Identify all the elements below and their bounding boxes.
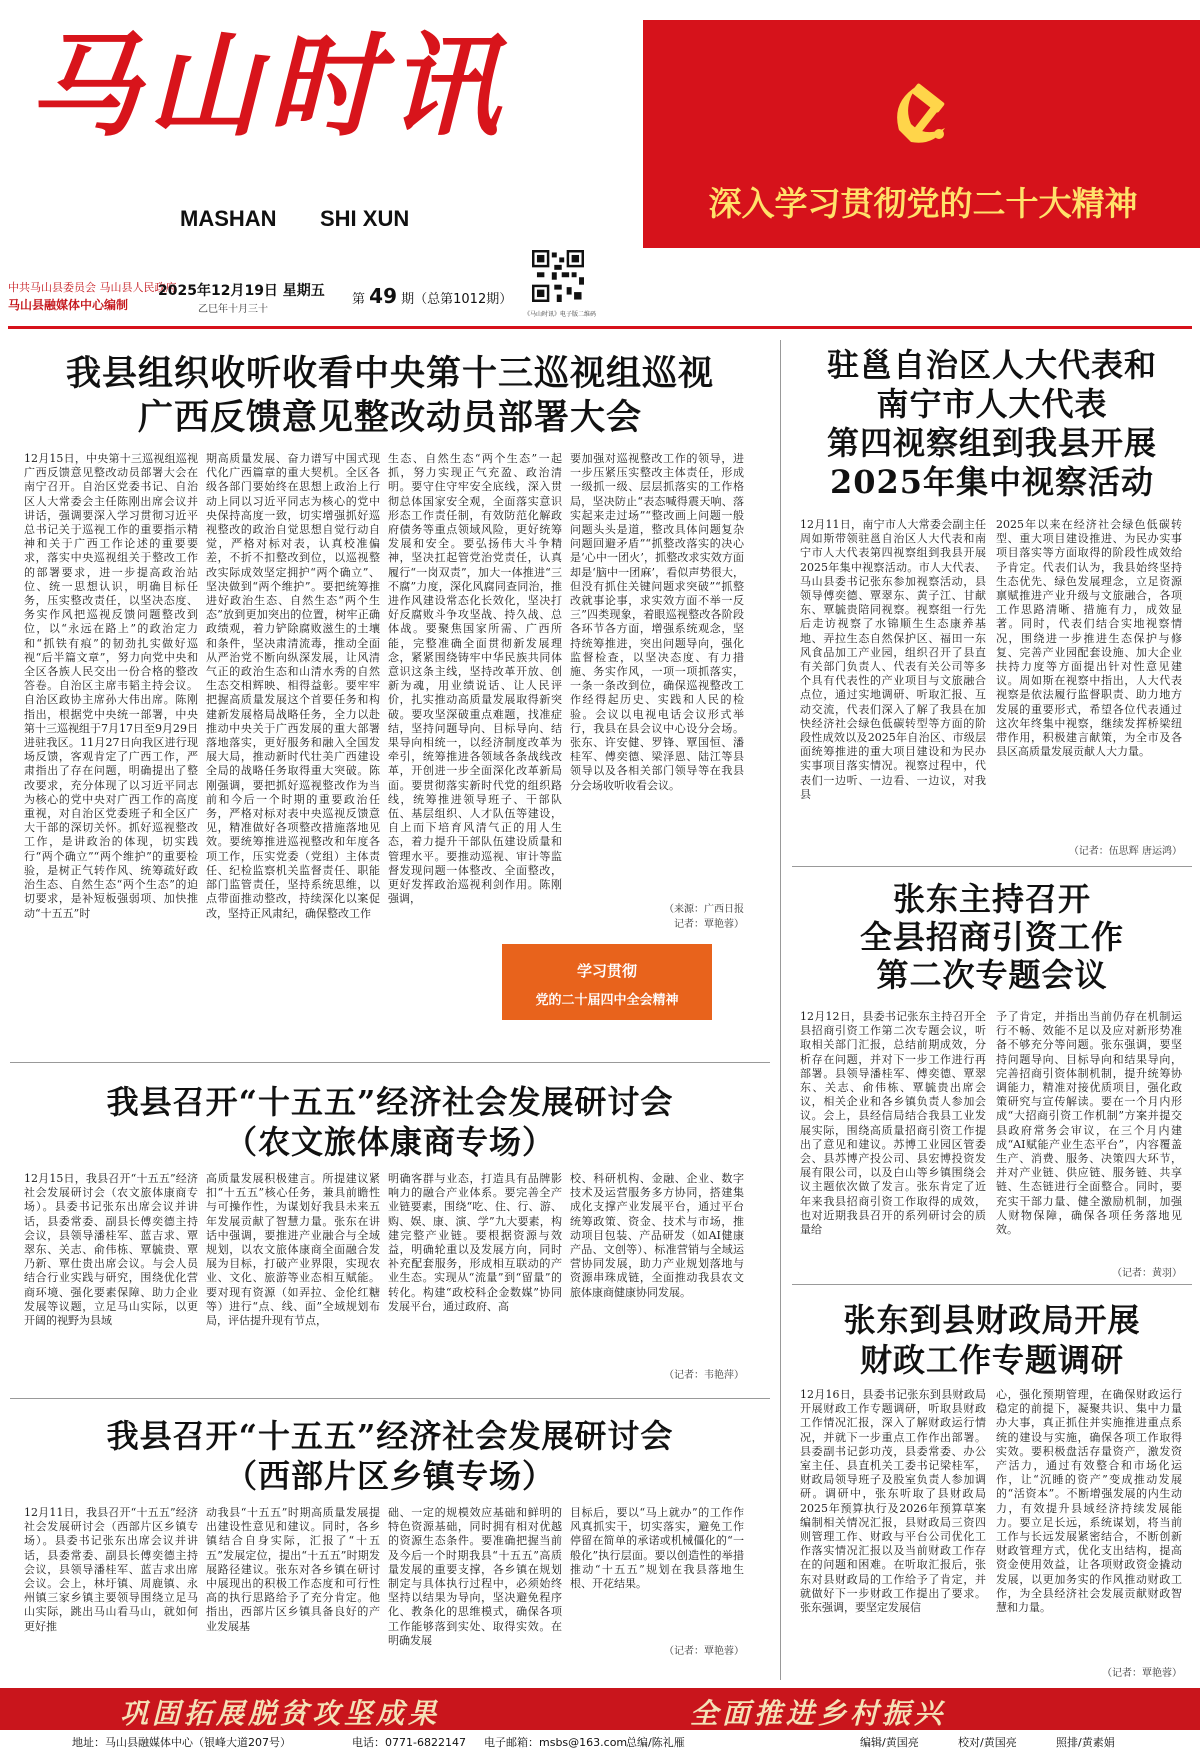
section-divider	[10, 1062, 770, 1063]
slogan-left: 巩固拓展脱贫攻坚成果	[120, 1697, 441, 1730]
article4-credit: （记者：韦艳萍）	[664, 1370, 744, 1381]
slogan-right: 全面推进乡村振兴	[690, 1697, 947, 1730]
article3-headline[interactable]	[792, 880, 1192, 994]
footer-email[interactable]: 电子邮箱：msbs@163.com	[484, 1736, 628, 1749]
article5-headline[interactable]	[10, 1416, 770, 1496]
article3-col2: 予了肯定，并指出当前仍存在机制运行不畅、效能不足以及应对新形势准备不够充分等问题。张东强调，要坚持问题导向、目标导向和结果导向，完善招商引资体制机制，提升统筹协调能力，精准对接优质项目，强化政策研究与宣传解读。要在一个月内形成“大招商引资工作机制”方案并提交县政府常务会审议，在三个月内建成“AI赋能产业生态平台”，内容覆盖生产、消费、服务、决策四大环节，并对产业链、供应链、服务链、共享链、生态链进行全面整合。同时，要充实干部力量、健全激励机制，加强人财物保障，确保各项任务落地见效。	[996, 1010, 1182, 1237]
article6-credit: （记者：覃艳蓉）	[1102, 1668, 1182, 1679]
article1-col4: 要加强对巡视整改工作的领导，进一步压紧压实整改主体责任，形成一级抓一级、层层抓落实的工作格局，坚决防止“表态喊得震天响、落实起来走过场”“整改画上问题一般问题头头是道，整改具体问题复杂问题回避矛盾”“抓整改落实的决心是‘心中一团火’，抓整改求实效方面却是‘脑中一团麻’，看似声势很大，但没有抓住关键问题求突破”“抓整改就事论事，求实效方面不举一反三”四类现象，着眼巡视整改各阶段各环节各方面，增强系统观念，坚持统筹推进，突出问题导向，强化监督检查，以坚决态度、有力措施、务实作风，一项一项抓落实，一条一条改到位，确保巡视整改工作经得起历史、实践和人民的检验。会议以电视电话会议形式举行，我县在县会议中心设分会场。张东、许安健、罗锋、覃国恒、潘桂军、傅奕德、梁泽恩、陆江等县领导以及各相关部门领导等在我县分会场收听收看会议。	[570, 452, 744, 792]
article6-headline-line2: 财政工作专题调研	[859, 1341, 1124, 1379]
issue-no: 49	[369, 284, 397, 308]
article1-col3: 生态、自然生态“两个生态”一起抓，努力实现正气充盈、政治清明。要守住守牢安全底线，深入贯彻总体国家安全观，全面落实意识形态工作责任制，有效防范化解政府债务等重点领域风险，更好统筹发展和安全。要弘扬伟大斗争精神，坚决扛起管党治党责任，认真履行“一岗双责”，加大一体推进“三不腐”力度，深化风腐同查同治，推进作风建设常态化长效化，坚决打好反腐败斗争攻坚战、持久战、总体战。要聚焦国家所需、广西所能，完整准确全面贯彻新发展理念，紧紧围绕铸牢中华民族共同体意识这条主线，坚持改革开放、创新为魂，用业绩说话、让人民评价，扎实推动高质量发展取得新突破。要攻坚深破重点难题，找准症结，坚持问题导向、目标导向、结果导向相统一，以经济制度改革为牵引，统筹推进各领域各条战线改革，开创进一步全面深化改革新局面。要贯彻落实新时代党的组织路线，统筹推进领导班子、干部队伍、基层组织、人才队伍等建设，自上而下培育风清气正的用人生态，着力提升干部队伍建设质量和管理水平。要推动巡视、审计等监督发现问题一体整改、全面整改，更好发挥政治巡视利剑作用。陈刚强调，	[388, 452, 562, 906]
section-divider	[10, 1398, 770, 1399]
lunar-date: 乙巳年十月三十	[198, 304, 268, 315]
article3-headline-line3: 第二次专题会议	[876, 956, 1108, 994]
article5-col1: 12月11日，我县召开“十五五”经济社会发展研讨会（西部片区乡镇专场）。县委书记张东出席会议并讲话，县委常委、副县长傅奕德主持会议，县领导潘桂军、蓝吉求出席会议。会上，林圩镇、周鹿镇、永州镇三家乡镇主要领导围绕立足马山实际，跳出马山看马山，就如何更好推	[24, 1506, 198, 1633]
article3-headline-line1: 张东主持召开	[892, 880, 1091, 918]
article2-col2: 2025年以来在经济社会绿色低碳转型、重大项目建设推进、为民办实事项目落实等方面取得的阶段性成效给予肯定。代表们认为，我县始终坚持生态优先、绿色发展理念，立足资源禀赋推进产业升级与文旅融合，各项工作思路清晰、措施有力，成效显著。同时，代表们结合实地视察情况，围绕进一步推进生态保护与修复、完善产业园配套设施、加大企业扶持力度等方面提出针对性意见建议。周如斯在视察中指出，人大代表视察是依法履行监督职责、助力地方发展的重要形式，希望各位代表通过这次年终集中视察，继续发挥桥梁纽带作用，积极建言献策，为全市及各县区高质量发展贡献人大力量。	[996, 518, 1182, 759]
article6-headline-line1: 张东到县财政局开展	[843, 1301, 1141, 1339]
study-promo-box[interactable]	[502, 944, 712, 1020]
sponsor-line: 中共马山县委员会 马山县人民政府	[8, 281, 177, 294]
article4-col4: 校、科研机构、金融、企业、数字技术及运营服务多方协同，搭建集成化支撑产业发展平台，通过平台统筹政策、资金、技术与市场，推动项目包装、产品研发（如AI健康产品、文创等）、标准营销与全域运营协同发展，助力产业规划落地与资源串珠成链，全面推动我县农文旅体康商健康协同发展。	[570, 1172, 744, 1299]
issue-prefix: 第	[352, 292, 366, 307]
section-divider	[792, 1284, 1192, 1285]
masthead-pinyin-right: SHI XUN	[320, 206, 410, 231]
masthead-title: 马山时讯	[28, 21, 508, 152]
footer-address: 地址：马山县融媒体中心（银峰大道207号）	[72, 1736, 291, 1749]
article2-headline-line2: 南宁市人大代表	[876, 385, 1108, 423]
footer-editor: 编辑/黄国亮	[860, 1736, 919, 1749]
article1-col1: 12月15日，中央第十三巡视组巡视广西反馈意见整改动员部署大会在南宁召开。自治区党委书记、自治区人大常委会主任陈刚出席会议并讲话，强调要深入学习贯彻习近平总书记关于巡视工作的重要指示精神和关于广西工作论述的重要要求，落实中央巡视组关于整改工作的部署要求，进一步提高政治站位、统一思想认识，明确目标任务，压实整改责任，以坚决态度、务实作风把巡视反馈问题整改到位，以“永远在路上”的政治定力和“抓铁有痕”的韧劲扎实做好巡视“后半篇文章”，努力向党中央和全区各族人民交出一份合格的整改答卷。自治区主席韦韬主持会议。自治区政协主席孙大伟出席。陈刚指出，根据党中央统一部署，中央第十三巡视组于7月17日至9月29日进驻我区。11月27日向我区进行现场反馈，客观肯定了广西工作，严肃指出了存在问题，明确提出了整改要求，充分体现了以习近平同志为核心的党中央对广西工作的高度重视，对自治区党委班子和全区广大干部的深切关怀。抓好巡视整改工作，是讲政治的体现，切实践行“两个确立”“两个维护”的重要检验，是树正气转作风、统筹疏好政治生态、自然生态“两个生态”的迫切要求，是补短板强弱项、加快推动“十五五”时	[24, 452, 198, 920]
article5-col2: 动我县“十五五”时期高质量发展提出建设性意见和建议。同时，各乡镇结合自身实际，汇报了“十五五”发展定位，提出“十五五”时期发展路径建议。张东对各乡镇在研讨中展现出的积极工作态度和可行性高的执行思路给予了充分肯定。他指出，西部片区乡镇具备良好的产业发展基	[206, 1506, 380, 1633]
issue-date: 2025年12月19日 星期五	[158, 283, 325, 299]
promo-line2: 党的二十届四中全会精神	[535, 993, 679, 1008]
article3-credit: （记者：黄羽）	[1112, 1268, 1182, 1279]
article2-col1: 12月11日，南宁市人大常委会副主任周如斯带领驻邕自治区人大代表和南宁市人大代表第四视察组到我县开展2025年集中视察活动。市人大代表、马山县委书记张东参加视察活动，县领导傅奕德、覃翠东、黄子江、甘献东、覃毓贵陪同视察。视察组一行先后走访视察了水锦顺生生态康养基地、弄拉生态自然保护区、福田一东风食品加工产业园，组织召开了县直有关部门负责人、代表有关公司等多个具有代表性的产业项目与文旅融合点位，通过实地调研、听取汇报、互动交流，代表们深入了解了我县在加快经济社会绿色低碳转型等方面的阶段性成效以及2025年自治区、市级层面统筹推进的重大项目建设和为民办实事项目落实情况。视察过程中，代表们一边听、一边看、一边议，对我县	[800, 518, 986, 801]
masthead-divider	[8, 326, 1192, 329]
article2-credit: （记者：伍思辉 唐运鸿）	[1068, 846, 1182, 857]
article1-col2: 期高质量发展、奋力谱写中国式现代化广西篇章的重大契机。全区各级各部门要始终在思想上政治上行动上同以习近平同志为核心的党中央保持高度一致，切实增强抓好巡视整改的政治自觉思想自觉行动自觉，严格对标对表，认真校准偏差，不折不扣整改到位，以巡视整改实际成效坚定拥护“两个确立”、坚决做到“两个维护”。要把统筹推进好政治生态、自然生态“两个生态”放到更加突出的位置，树牢正确政绩观，着力铲除腐败滋生的土壤和条件，坚决肃清流毒，推动全面从严治党不断向纵深发展，让风清气正的政治生态和山清水秀的自然生态交相辉映、相得益彰。要牢牢把握高质量发展这个首要任务和构建新发展格局战略任务，全力以赴推动中央关于广西发展的重大部署落地落实，更好服务和融入全国发展大局，推动新时代壮美广西建设全局的战略任务取得重大突破。陈刚强调，要把抓好巡视整改作为当前和今后一个时期的重要政治任务，严格对标对表中央巡视反馈意见，精准做好各项整改措施落地见效。要统筹推进巡视整改和年度各项工作，压实党委（党组）主体责任、纪检监察机关监督责任、职能部门监管责任，坚持系统思维，以点带面推动整改，持续深化以案促改，坚持正风肃纪，确保整改工作	[206, 452, 380, 920]
promo-line1: 学习贯彻	[576, 962, 637, 980]
article2-headline[interactable]	[792, 346, 1192, 502]
qr-caption: 《马山时讯》电子版二维码	[524, 311, 597, 318]
banner-slogan: 深入学习贯彻党的二十大精神	[708, 184, 1138, 223]
footer-chief-editor: 总编/陈礼雁	[626, 1736, 685, 1749]
article5-col4: 目标后，要以“马上就办”的工作作风真抓实干，切实落实，避免工作停留在简单的承诺或机械僵化的“一般化”执行层面。要以创造性的举措推动“十五五”规划在我县落地生根、开花结果。	[570, 1506, 744, 1591]
article4-col2: 高质量发展积极建言。所提建议紧扣“十五五”核心任务，兼具前瞻性与可操作性，为谋划好我县未来五年发展贡献了智慧力量。张东在讲话中强调，要推进产业融合与全域规划，以农文旅体康商全面融合发展为目标，打破产业界限，实现农业、文化、旅游等业态相互赋能。要对现有资源（如弄拉、金伦红糖等）进行“点、线、面”全域规划布局，评估提升现有节点，	[206, 1172, 380, 1328]
masthead-pinyin-left: MASHAN	[180, 206, 277, 231]
article5-headline-line2: （西部片区乡镇专场）	[224, 1457, 555, 1495]
article1-headline-line2: 广西反馈意见整改动员部署大会	[137, 397, 642, 438]
slogan-banner	[0, 1688, 1200, 1730]
article1-headline[interactable]	[10, 352, 770, 440]
footer-proofreader: 校对/黄国亮	[958, 1736, 1017, 1749]
footer-phone: 电话：0771-6822147	[352, 1736, 466, 1749]
article2-headline-line1: 驻邕自治区人大代表和	[826, 346, 1157, 384]
article2-headline-line3: 第四视察组到我县开展	[826, 424, 1157, 462]
column-divider	[780, 340, 781, 1680]
article5-headline-line1: 我县召开“十五五”经济社会发展研讨会	[106, 1417, 674, 1455]
article1-credit: （来源：广西日报 记者：覃艳蓉）	[664, 904, 744, 930]
article3-headline-line2: 全县招商引资工作	[859, 918, 1124, 956]
qr-code-icon[interactable]	[532, 250, 584, 302]
footer-typesetter: 照排/黄素娟	[1056, 1736, 1115, 1749]
issue-suffix: 期（总第1012期）	[401, 292, 513, 307]
hammer-sickle-icon	[881, 72, 961, 152]
article6-col2: 心，强化预期管理，在确保财政运行稳定的前提下，凝聚共识、集中力量办大事，真正抓住并实施推进重点系统的建设与实施，确保各项工作取得实效。要积极盘活存量资产，激发资产活力，通过有效整合和市场化运作，让“沉睡的资产”变成推动发展的“活资本”。不断增强发展的内生动力，有效提升县域经济持续发展能力。要立足长远，系统谋划，将当前工作与长远发展紧密结合，不断创新财政管理方式，优化支出结构，提高资金使用效益，让各项财政资金撬动发展，以更加务实的作风推动财政工作，为全县经济社会发展贡献财政智慧和力量。	[996, 1388, 1182, 1615]
article6-headline[interactable]	[792, 1300, 1192, 1380]
section-divider	[792, 866, 1192, 867]
article1-headline-line1: 我县组织收听收看中央第十三巡视组巡视	[65, 353, 714, 394]
article4-headline-line2: （农文旅体康商专场）	[224, 1123, 555, 1161]
article4-headline[interactable]	[10, 1082, 770, 1162]
editor-unit: 马山县融媒体中心编制	[8, 298, 129, 312]
article6-col1: 12月16日，县委书记张东到县财政局开展财政工作专题调研，听取县财政工作情况汇报，深入了解财政运行情况，并就下一步重点工作作出部署。县委副书记彭功茂，县委常委、办公室主任、县直机关工委书记梁桂军，财政局领导班子及股室负责人参加调研。调研中，张东听取了县财政局2025年预算执行及2026年预算草案编制相关情况汇报，县财政局三资四则管理工作、财政与平台公司优化工作落实情况汇报以及当前财政工作存在的问题和困难。在听取汇报后，张东对县财政局的工作给予了肯定，并就做好下一步财政工作提出了要求。张东强调，要坚定发展信	[800, 1388, 986, 1615]
article5-col3: 础、一定的规模效应基础和鲜明的特色资源基础，同时拥有相对优越的资源生态条件。要准确把握当前及今后一个时期我县“十五五”高质量发展的重要支撑，各乡镇在规划制定与具体执行过程中，必须始终坚持以结果为导向，坚决避免程序化、教条化的思维模式，确保各项工作能够落到实处、取得实效。在明确发展	[388, 1506, 562, 1647]
party-banner	[643, 20, 1200, 248]
article4-col1: 12月15日，我县召开“十五五”经济社会发展研讨会（农文旅体康商专场）。县委书记张东出席会议并讲话，县委常委、副县长傅奕德主持会议，县领导潘桂军、蓝吉求、覃翠东、关志、俞伟栋、覃毓贵、覃乃新、覃仕贵出席会议。与会人员结合行业实践与研究，围绕优化营商环境、强化要素保障、助力企业发展等议题，立足马山实际，以更开阔的视野为县域	[24, 1172, 198, 1328]
article4-col3: 明确客群与业态，打造具有品牌影响力的融合产业体系。要完善全产业链要素，围绕“吃、住、行、游、购、娱、康、演、学”九大要素，构建完整产业链。要根据资源与效益，明确轮重以及发展方向，同时补充配套服务，形成相互联动的产业生态。实现从“流量”到“留量”的转化。构建“政校科企金数媒”协同发展平台，通过政府、高	[388, 1172, 562, 1313]
article2-headline-line4: 2025年集中视察活动	[829, 463, 1155, 501]
article5-credit: （记者：覃艳蓉）	[664, 1646, 744, 1657]
issue-number	[352, 284, 512, 308]
article4-headline-line1: 我县召开“十五五”经济社会发展研讨会	[106, 1083, 674, 1121]
article3-col1: 12月12日，县委书记张东主持召开全县招商引资工作第二次专题会议，听取相关部门汇报，总结前期成效，分析存在问题，并对下一步工作进行再部署。县领导潘桂军、傅奕德、覃翠东、关志、俞伟栋、覃毓贵出席会议，相关企业和各乡镇负责人参加会议。会上，县经信局结合我县工业发展实际，围绕高质量招商引资工作提出了意见和建议。苏博工业园区管委会、县苏博产投公司、县宏博投资发展有限公司，以及白山等乡镇围绕会议主题依次做了发言。张东肯定了近年来我县招商引资工作取得的成效，也对近期我县召开的系列研讨会的质量给	[800, 1010, 986, 1237]
